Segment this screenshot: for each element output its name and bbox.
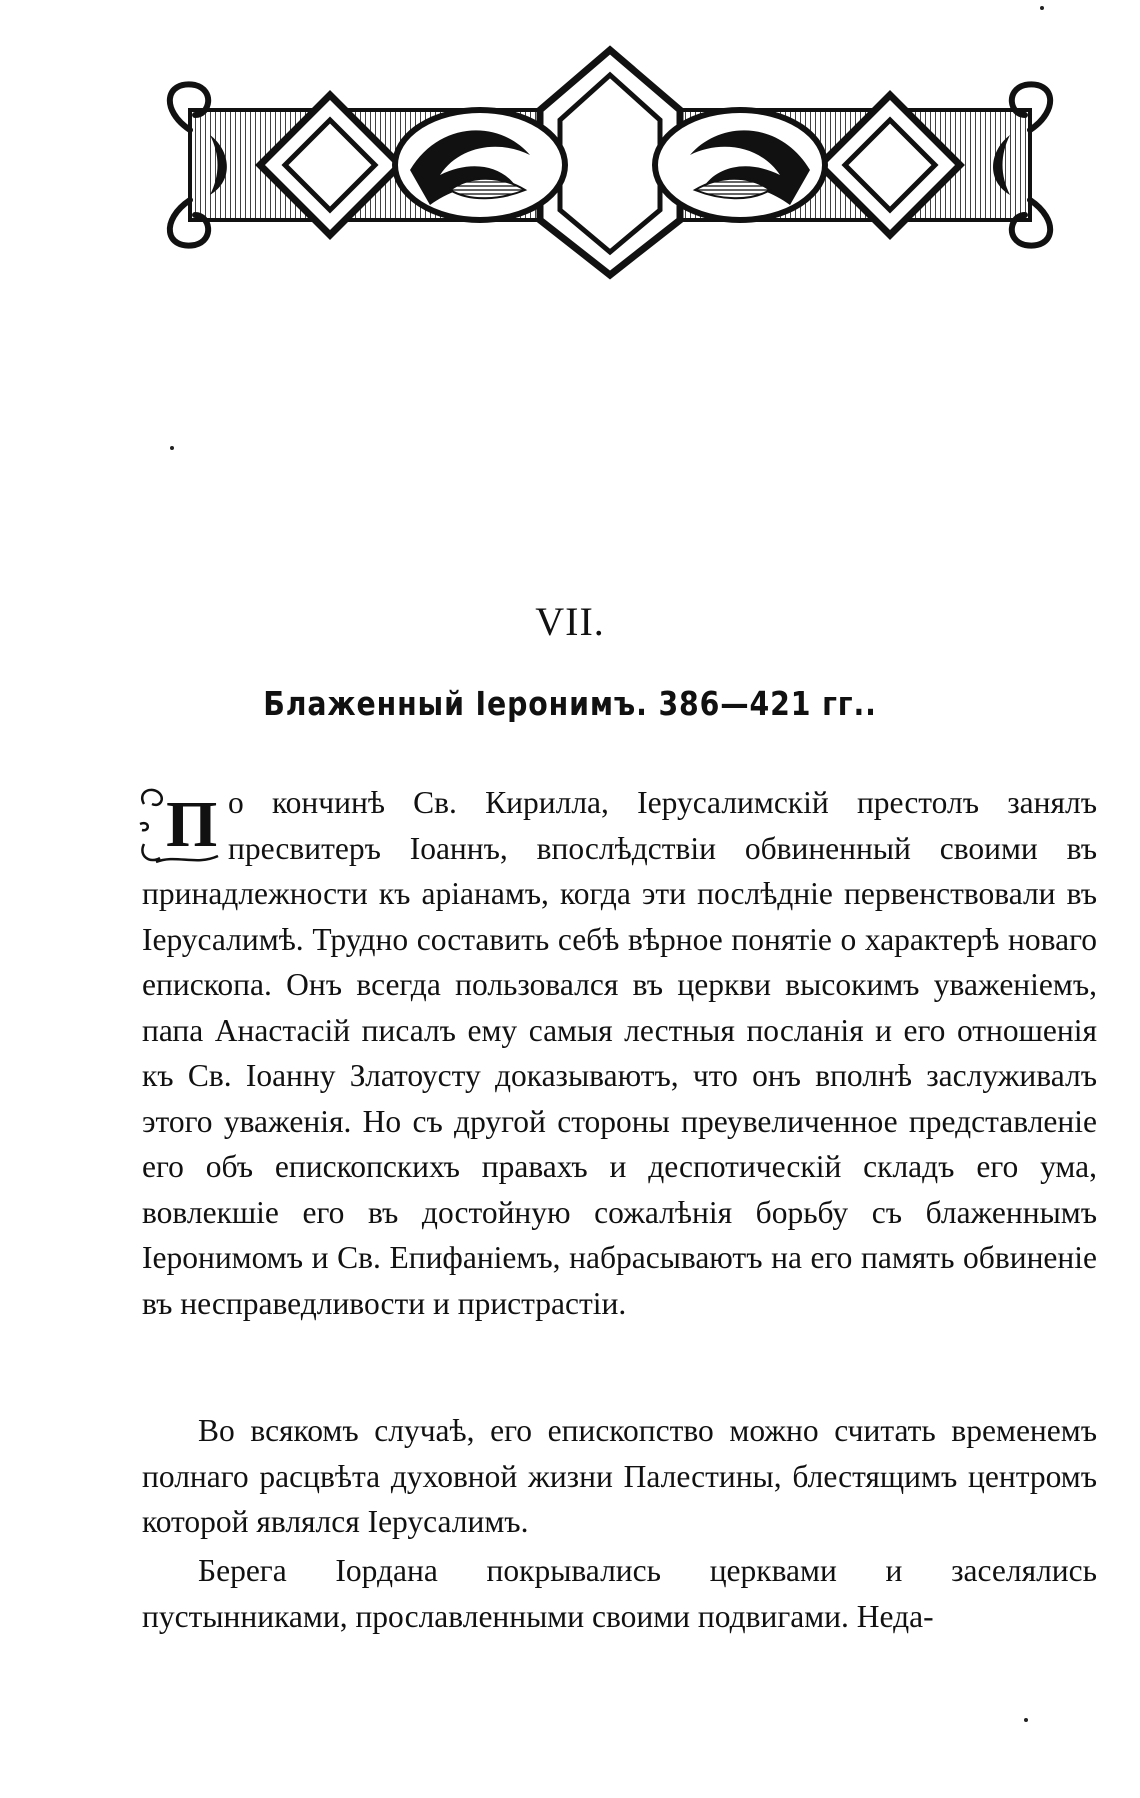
ornamental-headpiece [150,40,1070,280]
print-speck [1024,1718,1028,1722]
chapter-title: Блаженный Іеронимъ. 386—421 гг.. [263,684,877,723]
decorative-initial [136,784,222,868]
print-speck [1040,6,1044,10]
paragraph-2: Во всякомъ случаѣ, его епископство можно считать временемъ полнаго расцвѣта духовной жизни Палестины, блестящимъ центромъ которой являлся Іерусалимъ. [142,1413,1097,1539]
initial-letter: П [166,788,218,861]
chapter-numeral: VII. [535,599,605,644]
paragraph-1-text: о кончинѣ Св. Кирилла, Іерусалимскій престолъ занялъ пресвитеръ Іоаннъ, впослѣдствіи обвиненный своими въ принадлежности къ аріанамъ, когда эти послѣдніе первенствовали въ Іерусалимѣ. Трудно составить себѣ вѣрное понятіе о характерѣ новаго епископа. Онъ всегда пользовался въ церкви высокимъ уваженіемъ, папа Анастасій писалъ ему самыя лестныя посланія и его отношенія къ Св. Іоанну Златоусту доказываютъ, что онъ вполнѣ заслуживалъ этого уваженія. Но съ другой стороны преувеличенное представленіе его объ епископскихъ правахъ и деспотическій складъ его ума, вовлекшіе его въ достойную сожалѣнія борьбу съ блаженнымъ Іеронимомъ и Св. Епифаніемъ, набрасываютъ на его память обвиненіе въ несправедливости и пристрастіи. [142,785,1097,1321]
paragraph-1 [142,780,1097,1326]
paragraph-3: Берега Іордана покрывались церквами и заселялись пустынниками, прославленными своими подвигами. Неда- [142,1553,1097,1634]
print-speck [170,446,174,450]
